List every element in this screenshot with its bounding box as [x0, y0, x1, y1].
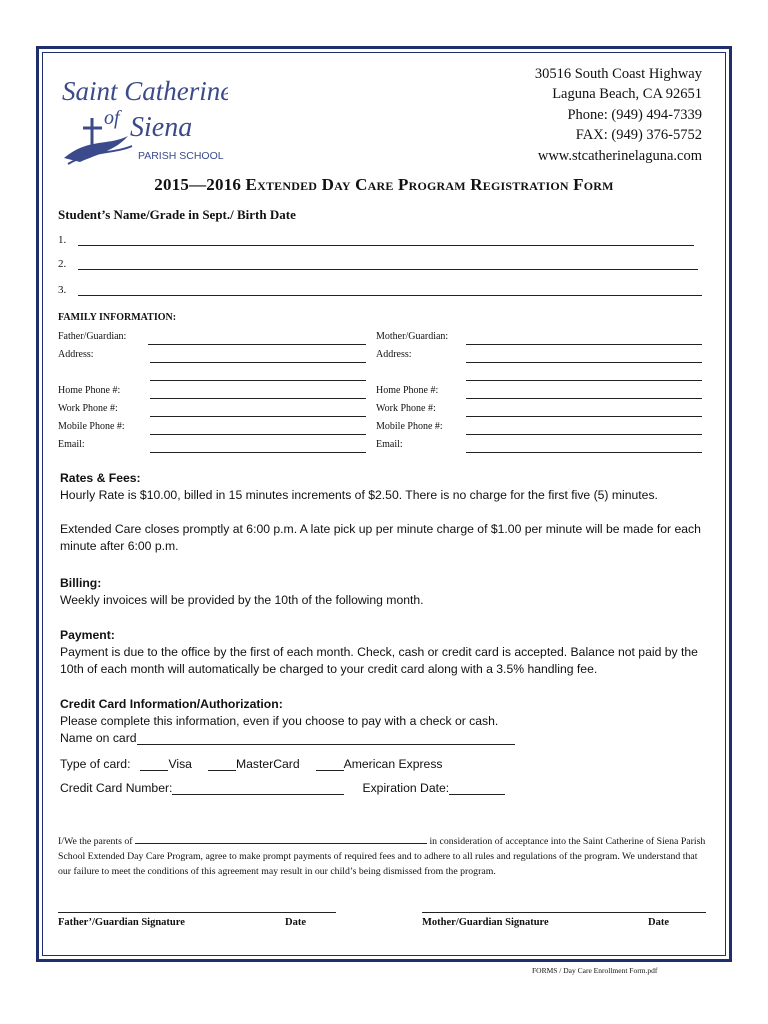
rates-section: [60, 470, 710, 555]
mother-mobile-label: Mobile Phone #:: [376, 421, 443, 432]
mastercard-label: MasterCard: [235, 757, 300, 771]
logo-line2: of: [104, 107, 120, 129]
card-number-label: Credit Card Number:: [60, 781, 173, 795]
father-email-field[interactable]: [150, 451, 366, 453]
student-row: [58, 284, 702, 296]
father-address-label: Address:: [58, 349, 94, 360]
payment-text: Payment is due to the office by the first of each month. Check, cash or credit card is accepted. Balance not paid by the 10th of each month will automatically be charged to your credit card along with a 3.5% handling fee.: [60, 645, 698, 676]
name-on-card-field[interactable]: [137, 732, 515, 745]
father-field[interactable]: [148, 343, 366, 345]
mother-signature-label: Mother/Guardian Signature: [422, 917, 549, 928]
mother-address-label: Address:: [376, 349, 412, 360]
phone-line: Phone: (949) 494-7339: [567, 106, 702, 123]
payment-section: [60, 627, 710, 678]
visa-checkbox[interactable]: [140, 758, 168, 771]
mother-address-field-2[interactable]: [466, 379, 702, 381]
rates-text-2: Extended Care closes promptly at 6:00 p.m. A late pick up per minute charge of $1.00 per minute will be made for each minute after 6:00 p.m.: [60, 522, 701, 553]
mother-mobile-field[interactable]: [466, 433, 702, 435]
expiration-field[interactable]: [449, 782, 505, 795]
father-home-phone-field[interactable]: [150, 397, 366, 399]
mother-home-phone-field[interactable]: [466, 397, 702, 399]
rates-heading: Rates & Fees:: [60, 471, 141, 485]
father-mobile-label: Mobile Phone #:: [58, 421, 125, 432]
card-number-row: [60, 781, 505, 795]
payment-heading: Payment:: [60, 628, 115, 642]
student-field-2[interactable]: [78, 261, 698, 270]
form-title: [0, 175, 768, 195]
mother-field[interactable]: [466, 343, 702, 345]
agreement-text: [58, 834, 708, 879]
card-type-label: Type of card:: [60, 757, 131, 771]
row-number: 1.: [58, 234, 67, 246]
father-signature-label: Father’/Guardian Signature: [58, 917, 185, 928]
family-heading: FAMILY INFORMATION:: [58, 312, 177, 323]
mother-work-phone-label: Work Phone #:: [376, 403, 436, 414]
mother-email-field[interactable]: [466, 451, 702, 453]
address-line: 30516 South Coast Highway: [534, 66, 702, 82]
student-field-1[interactable]: [78, 237, 694, 246]
father-mobile-field[interactable]: [150, 433, 366, 435]
billing-heading: Billing:: [60, 576, 102, 590]
father-address-field-2[interactable]: [150, 379, 366, 381]
title-text: Extended Day Care Program Registration Form: [245, 175, 614, 194]
logo-line3: Siena: [130, 112, 193, 143]
student-row: [58, 258, 698, 270]
footer-filename: FORMS / Day Care Enrollment Form.pdf: [532, 966, 658, 975]
name-on-card-row: [60, 731, 515, 745]
title-years: 2015—2016: [154, 175, 246, 194]
mastercard-checkbox[interactable]: [208, 758, 236, 771]
credit-section: [60, 696, 710, 730]
father-home-phone-label: Home Phone #:: [58, 385, 121, 396]
school-logo: [58, 66, 228, 170]
expiration-label: Expiration Date:: [362, 781, 450, 795]
father-signature-line[interactable]: [58, 912, 336, 913]
agreement-pre: I/We the parents of: [58, 836, 133, 847]
father-work-phone-field[interactable]: [150, 415, 366, 417]
student-field-3[interactable]: [78, 287, 702, 296]
logo-graphic: [58, 66, 228, 170]
amex-label: American Express: [343, 757, 443, 771]
father-email-label: Email:: [58, 439, 85, 450]
school-address: [535, 64, 702, 166]
visa-label: Visa: [168, 757, 192, 771]
mother-address-field[interactable]: [466, 361, 702, 363]
mother-signature-line[interactable]: [422, 912, 706, 913]
student-row: [58, 234, 694, 246]
mother-home-phone-label: Home Phone #:: [376, 385, 439, 396]
billing-text: Weekly invoices will be provided by the 10th of the following month.: [60, 593, 424, 607]
mother-email-label: Email:: [376, 439, 403, 450]
mother-date-label: Date: [648, 917, 669, 928]
child-name-field[interactable]: [135, 834, 427, 844]
row-number: 2.: [58, 258, 67, 270]
billing-section: [60, 575, 710, 609]
father-work-phone-label: Work Phone #:: [58, 403, 118, 414]
mother-work-phone-field[interactable]: [466, 415, 702, 417]
name-on-card-label: Name on card: [60, 731, 137, 745]
fax-line: FAX: (949) 376-5752: [575, 127, 702, 144]
address-line: Laguna Beach, CA 92651: [552, 86, 702, 103]
credit-text: Please complete this information, even if you choose to pay with a check or cash.: [60, 714, 499, 728]
mother-label: Mother/Guardian:: [376, 331, 449, 342]
father-address-field[interactable]: [150, 361, 366, 363]
father-label: Father/Guardian:: [58, 331, 127, 342]
row-number: 3.: [58, 284, 67, 296]
logo-line1: Saint Catherine: [62, 76, 228, 106]
rates-text-1: Hourly Rate is $10.00, billed in 15 minutes increments of $2.50. There is no charge for the first five (5) minutes.: [60, 488, 658, 502]
students-heading: Student’s Name/Grade in Sept./ Birth Date: [58, 207, 296, 222]
amex-checkbox[interactable]: [316, 758, 344, 771]
father-date-label: Date: [285, 917, 306, 928]
agreement-post: in consideration of acceptance into the Saint Catherine of Siena Parish School Extended Day Care Program, agree to make prompt payments of required fees and to adhere to all rules and regulations of the program. We understand that our failure to meet the conditions of this agreement may result in our child’s being dismissed from the program.: [58, 836, 706, 877]
card-number-field[interactable]: [172, 782, 344, 795]
website-line: www.stcatherinelaguna.com: [537, 147, 702, 164]
logo-subtitle: PARISH SCHOOL: [138, 150, 224, 162]
credit-heading: Credit Card Information/Authorization:: [60, 697, 283, 711]
card-type-row: [60, 757, 443, 771]
